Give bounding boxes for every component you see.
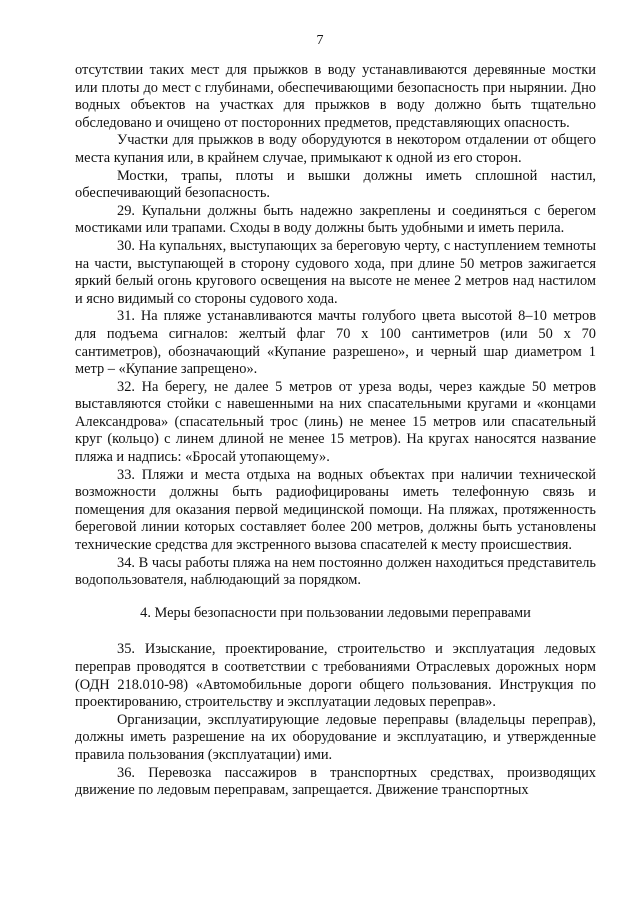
paragraph-item-31: 31. На пляже устанавливаются мачты голубого цвета высотой 8–10 метров для подъема сигналов: желтый флаг 70 х 100 сантиметров (или 50 х 70 сантиметров), обозначающий «Купание разрешено», и черный шар диаметром 1 метр – «Купание запрещено». <box>75 308 596 378</box>
paragraph-item-35: 35. Изыскание, проектирование, строительство и эксплуатация ледовых переправ проводятся в соответствии с требованиями Отраслевых дорожных норм (ОДН 218.010-98) «Автомобильные дороги общего пользования. Инструкция по проектированию, строительству и эксплуатации ледовых переправ». <box>75 641 596 711</box>
paragraph-decking: Мостки, трапы, плоты и вышки должны иметь сплошной настил, обеспечивающий безопасность. <box>75 167 596 202</box>
paragraph-item-32: 32. На берегу, не далее 5 метров от уреза воды, через каждые 50 метров выставляются стойки с навешенными на них спасательными кругами и «концами Александрова» (спасательный трос (линь) не менее 15 метров или спасательный круг (кольцо) с линем длиной не менее 15 метров). На кругах наносятся название пляжа и надпись: «Бросай утопающему». <box>75 378 596 466</box>
page-number: 7 <box>316 33 324 48</box>
paragraph-item-35-continued: Организации, эксплуатирующие ледовые переправы (владельцы переправ), должны иметь разрешение на их оборудование и эксплуатацию, и утвержденные правила пользования (эксплуатации) ими. <box>75 711 596 763</box>
paragraph-item-30: 30. На купальнях, выступающих за береговую черту, с наступлением темноты на части, выступающей в сторону судового хода, при длине 50 метров зажигается яркий белый огонь кругового освещения на высоте не менее 2 метров над настилом и ясно видимый со стороны судового хода. <box>75 237 596 307</box>
paragraph-item-36: 36. Перевозка пассажиров в транспортных средствах, производящих движение по ледовым переправам, запрещается. Движение транспортных <box>75 764 596 799</box>
paragraph-item-34: 34. В часы работы пляжа на нем постоянно должен находиться представитель водопользователя, наблюдающий за порядком. <box>75 554 596 589</box>
section-heading: 4. Меры безопасности при пользовании ледовыми переправами <box>140 604 531 621</box>
document-body <box>75 62 596 800</box>
paragraph-item-29: 29. Купальни должны быть надежно закреплены и соединяться с берегом мостиками или трапами. Сходы в воду должны быть удобными и иметь перила. <box>75 202 596 237</box>
paragraph-continuation: отсутствии таких мест для прыжков в воду устанавливаются деревянные мостки или плоты до мест с глубинами, обеспечивающими безопасность при нырянии. Дно водных объектов на участках для прыжков в воду должно быть тщательно обследовано и очищено от посторонних предметов, представляющих опасность. <box>75 62 596 131</box>
paragraph-item-33: 33. Пляжи и места отдыха на водных объектах при наличии технической возможности должны быть радиофицированы иметь телефонную связь и помещения для оказания первой медицинской помощи. На пляжах, протяженность береговой линии которых составляет более 200 метров, должны быть установлены технические средства для экстренного вызова спасателей к месту происшествия. <box>75 466 596 554</box>
paragraph-diving-areas: Участки для прыжков в воду оборудуются в некотором отдалении от общего места купания или, в крайнем случае, примыкают к одной из его сторон. <box>75 132 596 166</box>
